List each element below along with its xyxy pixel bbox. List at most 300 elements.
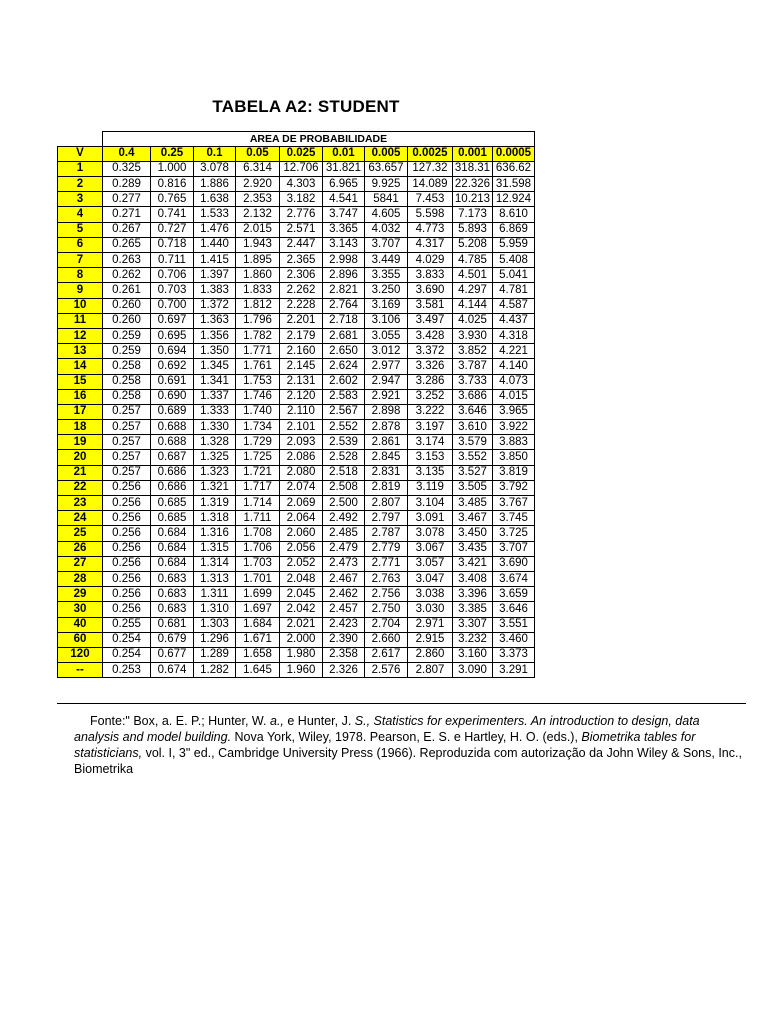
critical-value-cell: 3.850 [493,450,535,465]
critical-value-cell: 1.325 [194,450,236,465]
critical-value-cell: 2.120 [280,389,323,404]
critical-value-cell: 1.383 [194,283,236,298]
probability-header: 0.1 [194,146,236,161]
critical-value-cell: 3.965 [493,404,535,419]
critical-value-cell: 3.030 [408,602,453,617]
critical-value-cell: 3.460 [493,632,535,647]
probability-header-row [58,146,535,161]
critical-value-cell: 4.541 [323,192,365,207]
degrees-of-freedom-cell: 40 [58,617,103,632]
critical-value-cell: 1.415 [194,253,236,268]
critical-value-cell: 0.289 [103,177,151,192]
probability-header: 0.25 [151,146,194,161]
critical-value-cell: 2.896 [323,268,365,283]
critical-value-cell: 3.421 [453,556,493,571]
critical-value-cell: 1.729 [236,435,280,450]
critical-value-cell: 2.920 [236,177,280,192]
critical-value-cell: 31.598 [493,177,535,192]
critical-value-cell: 0.697 [151,313,194,328]
degrees-of-freedom-cell: 13 [58,344,103,359]
critical-value-cell: 0.694 [151,344,194,359]
critical-value-cell: 3.091 [408,511,453,526]
critical-value-cell: 2.583 [323,389,365,404]
critical-value-cell: 4.318 [493,328,535,343]
footnote-part-6: Biometrika tables for statisticians, [74,730,696,760]
footnote-text [74,713,742,777]
critical-value-cell: 1.316 [194,526,236,541]
critical-value-cell: 0.325 [103,161,151,176]
critical-value-cell: 2.326 [323,663,365,678]
critical-value-cell: 3.408 [453,571,493,586]
critical-value-cell: 3.690 [493,556,535,571]
degrees-of-freedom-cell: 21 [58,465,103,480]
critical-value-cell: 2.819 [365,480,408,495]
critical-value-cell: 2.998 [323,253,365,268]
critical-value-cell: 0.258 [103,389,151,404]
critical-value-cell: 1.796 [236,313,280,328]
critical-value-cell: 4.437 [493,313,535,328]
critical-value-cell: 636.62 [493,161,535,176]
critical-value-cell: 1.701 [236,571,280,586]
critical-value-cell: 1.397 [194,268,236,283]
critical-value-cell: 127.32 [408,161,453,176]
critical-value-cell: 1.645 [236,663,280,678]
critical-value-cell: 0.741 [151,207,194,222]
critical-value-cell: 1.761 [236,359,280,374]
degrees-of-freedom-cell: 12 [58,328,103,343]
critical-value-cell: 3.286 [408,374,453,389]
critical-value-cell: 2.704 [365,617,408,632]
critical-value-cell: 5.893 [453,222,493,237]
critical-value-cell: 0.261 [103,283,151,298]
critical-value-cell: 4.025 [453,313,493,328]
critical-value-cell: 0.257 [103,404,151,419]
degrees-of-freedom-cell: 8 [58,268,103,283]
critical-value-cell: 2.617 [365,647,408,662]
table-row [58,404,535,419]
degrees-of-freedom-cell: 18 [58,420,103,435]
table-row [58,632,535,647]
critical-value-cell: 4.015 [493,389,535,404]
degrees-of-freedom-cell: 24 [58,511,103,526]
critical-value-cell: 1.319 [194,496,236,511]
critical-value-cell: 2.365 [280,253,323,268]
critical-value-cell: 1.684 [236,617,280,632]
table-row [58,556,535,571]
critical-value-cell: 1.330 [194,420,236,435]
critical-value-cell: 4.303 [280,177,323,192]
critical-value-cell: 3.373 [493,647,535,662]
critical-value-cell: 1.282 [194,663,236,678]
critical-value-cell: 2.787 [365,526,408,541]
critical-value-cell: 2.101 [280,420,323,435]
critical-value-cell: 4.297 [453,283,493,298]
critical-value-cell: 2.571 [280,222,323,237]
critical-value-cell: 3.090 [453,663,493,678]
critical-value-cell: 3.055 [365,328,408,343]
table-row [58,222,535,237]
critical-value-cell: 3.078 [194,161,236,176]
footnote-divider [57,703,746,704]
critical-value-cell: 0.711 [151,253,194,268]
critical-value-cell: 0.259 [103,344,151,359]
critical-value-cell: 0.257 [103,420,151,435]
critical-value-cell: 1.960 [280,663,323,678]
critical-value-cell: 0.257 [103,465,151,480]
critical-value-cell: 3.326 [408,359,453,374]
critical-value-cell: 0.703 [151,283,194,298]
critical-value-cell: 9.925 [365,177,408,192]
critical-value-cell: 3.930 [453,328,493,343]
critical-value-cell: 1.671 [236,632,280,647]
critical-value-cell: 3.143 [323,237,365,252]
critical-value-cell: 0.257 [103,435,151,450]
critical-value-cell: 2.080 [280,465,323,480]
critical-value-cell: 2.132 [236,207,280,222]
critical-value-cell: 3.767 [493,496,535,511]
critical-value-cell: 1.703 [236,556,280,571]
critical-value-cell: 2.539 [323,435,365,450]
critical-value-cell: 3.355 [365,268,408,283]
critical-value-cell: 3.232 [453,632,493,647]
critical-value-cell: 0.692 [151,359,194,374]
critical-value-cell: 2.160 [280,344,323,359]
critical-value-cell: 2.262 [280,283,323,298]
critical-value-cell: 3.833 [408,268,453,283]
critical-value-cell: 3.160 [453,647,493,662]
critical-value-cell: 0.687 [151,450,194,465]
critical-value-cell: 3.450 [453,526,493,541]
degrees-of-freedom-cell: 2 [58,177,103,192]
critical-value-cell: 1.711 [236,511,280,526]
table-row [58,253,535,268]
critical-value-cell: 31.821 [323,161,365,176]
critical-value-cell: 2.201 [280,313,323,328]
critical-value-cell: 3.551 [493,617,535,632]
critical-value-cell: 5.408 [493,253,535,268]
critical-value-cell: 2.492 [323,511,365,526]
critical-value-cell: 1.356 [194,328,236,343]
critical-value-cell: 2.915 [408,632,453,647]
corner-cell [58,132,103,147]
table-row [58,663,535,678]
critical-value-cell: 0.688 [151,435,194,450]
critical-value-cell: 0.686 [151,465,194,480]
table-row [58,465,535,480]
critical-value-cell: 1.372 [194,298,236,313]
table-row [58,177,535,192]
page-title: TABELA A2: STUDENT [212,97,400,116]
critical-value-cell: 0.691 [151,374,194,389]
critical-value-cell: 3.745 [493,511,535,526]
critical-value-cell: 0.260 [103,298,151,313]
degrees-of-freedom-cell: -- [58,663,103,678]
critical-value-cell: 3.038 [408,587,453,602]
critical-value-cell: 4.785 [453,253,493,268]
critical-value-cell: 6.869 [493,222,535,237]
critical-value-cell: 3.552 [453,450,493,465]
critical-value-cell: 3.527 [453,465,493,480]
critical-value-cell: 2.447 [280,237,323,252]
critical-value-cell: 1.886 [194,177,236,192]
critical-value-cell: 0.256 [103,511,151,526]
critical-value-cell: 0.718 [151,237,194,252]
critical-value-cell: 3.646 [453,404,493,419]
critical-value-cell: 0.683 [151,571,194,586]
critical-value-cell: 2.660 [365,632,408,647]
area-header-row [58,132,535,147]
critical-value-cell: 3.428 [408,328,453,343]
critical-value-cell: 1.310 [194,602,236,617]
probability-header: 0.4 [103,146,151,161]
critical-value-cell: 2.860 [408,647,453,662]
critical-value-cell: 2.681 [323,328,365,343]
critical-value-cell: 2.131 [280,374,323,389]
critical-value-cell: 2.821 [323,283,365,298]
degrees-of-freedom-cell: 19 [58,435,103,450]
critical-value-cell: 2.771 [365,556,408,571]
critical-value-cell: 1.708 [236,526,280,541]
critical-value-cell: 0.256 [103,541,151,556]
critical-value-cell: 0.727 [151,222,194,237]
critical-value-cell: 2.306 [280,268,323,283]
critical-value-cell: 3.610 [453,420,493,435]
degrees-of-freedom-cell: 30 [58,602,103,617]
probability-header: 0.0025 [408,146,453,161]
table-row [58,435,535,450]
critical-value-cell: 3.819 [493,465,535,480]
critical-value-cell: 4.029 [408,253,453,268]
critical-value-cell: 3.497 [408,313,453,328]
critical-value-cell: 0.688 [151,420,194,435]
critical-value-cell: 3.787 [453,359,493,374]
critical-value-cell: 6.314 [236,161,280,176]
critical-value-cell: 2.500 [323,496,365,511]
critical-value-cell: 3.385 [453,602,493,617]
critical-value-cell: 3.733 [453,374,493,389]
critical-value-cell: 3.485 [453,496,493,511]
critical-value-cell: 3.222 [408,404,453,419]
v-header: V [58,146,103,161]
probability-header: 0.001 [453,146,493,161]
critical-value-cell: 1.721 [236,465,280,480]
critical-value-cell: 0.262 [103,268,151,283]
critical-value-cell: 0.683 [151,602,194,617]
critical-value-cell: 0.674 [151,663,194,678]
critical-value-cell: 3.119 [408,480,453,495]
area-header: AREA DE PROBABILIDADE [103,132,535,147]
critical-value-cell: 1.363 [194,313,236,328]
critical-value-cell: 1.337 [194,389,236,404]
critical-value-cell: 0.255 [103,617,151,632]
critical-value-cell: 0.685 [151,496,194,511]
critical-value-cell: 0.765 [151,192,194,207]
critical-value-cell: 3.852 [453,344,493,359]
critical-value-cell: 1.000 [151,161,194,176]
degrees-of-freedom-cell: 60 [58,632,103,647]
critical-value-cell: 2.861 [365,435,408,450]
degrees-of-freedom-cell: 14 [58,359,103,374]
degrees-of-freedom-cell: 7 [58,253,103,268]
table-row [58,617,535,632]
critical-value-cell: 1.476 [194,222,236,237]
critical-value-cell: 0.677 [151,647,194,662]
critical-value-cell: 3.467 [453,511,493,526]
critical-value-cell: 2.776 [280,207,323,222]
critical-value-cell: 0.679 [151,632,194,647]
critical-value-cell: 2.353 [236,192,280,207]
critical-value-cell: 3.135 [408,465,453,480]
degrees-of-freedom-cell: 9 [58,283,103,298]
table-row [58,283,535,298]
critical-value-cell: 22.326 [453,177,493,192]
critical-value-cell: 6.965 [323,177,365,192]
critical-value-cell: 8.610 [493,207,535,222]
critical-value-cell: 0.684 [151,526,194,541]
critical-value-cell: 318.31 [453,161,493,176]
critical-value-cell: 3.291 [493,663,535,678]
critical-value-cell: 0.258 [103,374,151,389]
critical-value-cell: 1.638 [194,192,236,207]
critical-value-cell: 2.423 [323,617,365,632]
critical-value-cell: 2.878 [365,420,408,435]
critical-value-cell: 1.313 [194,571,236,586]
footnote-part-4: S., Statistics for experimenters. An introduction to design, data analysis and model building. [74,714,700,744]
critical-value-cell: 1.895 [236,253,280,268]
critical-value-cell: 2.042 [280,602,323,617]
critical-value-cell: 2.056 [280,541,323,556]
critical-value-cell: 0.256 [103,556,151,571]
critical-value-cell: 2.898 [365,404,408,419]
source-footnote [74,713,742,777]
critical-value-cell: 14.089 [408,177,453,192]
critical-value-cell: 1.341 [194,374,236,389]
table-row [58,511,535,526]
table-row [58,298,535,313]
critical-value-cell: 2.763 [365,571,408,586]
critical-value-cell: 0.253 [103,663,151,678]
critical-value-cell: 5841 [365,192,408,207]
table-row [58,587,535,602]
critical-value-cell: 1.658 [236,647,280,662]
critical-value-cell: 1.706 [236,541,280,556]
degrees-of-freedom-cell: 15 [58,374,103,389]
critical-value-cell: 0.689 [151,404,194,419]
degrees-of-freedom-cell: 26 [58,541,103,556]
critical-value-cell: 3.707 [365,237,408,252]
critical-value-cell: 2.467 [323,571,365,586]
critical-value-cell: 0.706 [151,268,194,283]
critical-value-cell: 0.259 [103,328,151,343]
table-row [58,450,535,465]
table-row [58,268,535,283]
critical-value-cell: 3.067 [408,541,453,556]
critical-value-cell: 2.228 [280,298,323,313]
degrees-of-freedom-cell: 4 [58,207,103,222]
critical-value-cell: 0.271 [103,207,151,222]
degrees-of-freedom-cell: 23 [58,496,103,511]
critical-value-cell: 0.684 [151,541,194,556]
degrees-of-freedom-cell: 17 [58,404,103,419]
critical-value-cell: 1.753 [236,374,280,389]
critical-value-cell: 4.781 [493,283,535,298]
degrees-of-freedom-cell: 120 [58,647,103,662]
degrees-of-freedom-cell: 28 [58,571,103,586]
critical-value-cell: 3.707 [493,541,535,556]
table-row [58,480,535,495]
critical-value-cell: 3.922 [493,420,535,435]
critical-value-cell: 3.449 [365,253,408,268]
critical-value-cell: 3.182 [280,192,323,207]
probability-header: 0.0005 [493,146,535,161]
critical-value-cell: 3.747 [323,207,365,222]
critical-value-cell: 0.256 [103,526,151,541]
critical-value-cell: 3.725 [493,526,535,541]
critical-value-cell: 1.833 [236,283,280,298]
table-row [58,647,535,662]
critical-value-cell: 3.659 [493,587,535,602]
critical-value-cell: 3.581 [408,298,453,313]
critical-value-cell: 0.816 [151,177,194,192]
critical-value-cell: 2.069 [280,496,323,511]
critical-value-cell: 1.289 [194,647,236,662]
critical-value-cell: 1.746 [236,389,280,404]
critical-value-cell: 2.947 [365,374,408,389]
critical-value-cell: 2.015 [236,222,280,237]
critical-value-cell: 2.750 [365,602,408,617]
critical-value-cell: 2.807 [365,496,408,511]
table-row [58,192,535,207]
table-row [58,313,535,328]
critical-value-cell: 1.699 [236,587,280,602]
degrees-of-freedom-cell: 22 [58,480,103,495]
critical-value-cell: 0.256 [103,602,151,617]
critical-value-cell: 0.685 [151,511,194,526]
critical-value-cell: 63.657 [365,161,408,176]
critical-value-cell: 12.706 [280,161,323,176]
critical-value-cell: 3.174 [408,435,453,450]
table-row [58,496,535,511]
critical-value-cell: 2.921 [365,389,408,404]
critical-value-cell: 2.473 [323,556,365,571]
critical-value-cell: 0.683 [151,587,194,602]
critical-value-cell: 2.390 [323,632,365,647]
critical-value-cell: 3.252 [408,389,453,404]
critical-value-cell: 3.106 [365,313,408,328]
probability-header: 0.01 [323,146,365,161]
critical-value-cell: 2.045 [280,587,323,602]
critical-value-cell: 2.518 [323,465,365,480]
critical-value-cell: 1.740 [236,404,280,419]
critical-value-cell: 0.700 [151,298,194,313]
degrees-of-freedom-cell: 11 [58,313,103,328]
critical-value-cell: 2.764 [323,298,365,313]
probability-header: 0.005 [365,146,408,161]
degrees-of-freedom-cell: 29 [58,587,103,602]
critical-value-cell: 1.717 [236,480,280,495]
critical-value-cell: 2.971 [408,617,453,632]
critical-value-cell: 0.695 [151,328,194,343]
critical-value-cell: 2.060 [280,526,323,541]
critical-value-cell: 2.086 [280,450,323,465]
critical-value-cell: 3.057 [408,556,453,571]
critical-value-cell: 2.064 [280,511,323,526]
critical-value-cell: 1.771 [236,344,280,359]
critical-value-cell: 3.250 [365,283,408,298]
table-row [58,359,535,374]
table-row [58,602,535,617]
critical-value-cell: 12.924 [493,192,535,207]
